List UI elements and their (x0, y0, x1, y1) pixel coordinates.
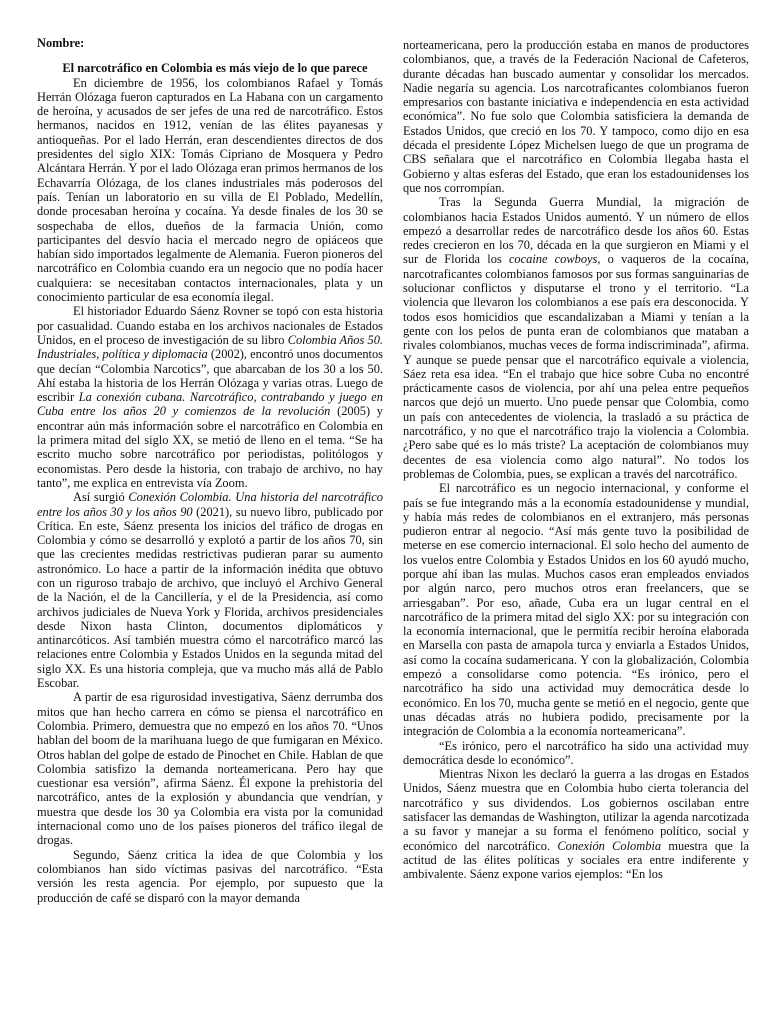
paragraph (403, 481, 749, 738)
right-column-body (403, 38, 749, 882)
text-run: (2021), su nuevo libro, publicado por Crítica. En este, Sáenz presenta los inicios del tráfico de drogas en Colombia y cómo se desarrolló y explotó a partir de los años 70, sin que las crecientes medidas restrictivas pudieran parar su aumento astronómico. Lo hace a partir de la información inédita que obtuvo con un riguroso trabajo de archivo, que incluyó el Archivo General de la Nación, el de la Cancillería, y el de la Presidencia, así como archivos judiciales de Nueva York y Florida, archivos presidenciales desde Nixon hasta Clinton, documentos diplomáticos y antinarcóticos. Así también muestra cómo el narcotráfico marcó las relaciones entre Colombia y Estados Unidos en la segunda mitad del siglo XX. Es una historia compleja, que va mucho más allá de Pablo Escobar. (37, 504, 383, 691)
italic-title-run: cocaine cowboys (508, 252, 598, 267)
text-run: “Es irónico, pero el narcotráfico ha sido una actividad muy democrática desde lo económico”. (403, 738, 749, 767)
paragraph (37, 690, 383, 847)
paragraph (403, 195, 749, 481)
left-column (37, 36, 383, 905)
text-run: , o vaqueros de la cocaína, narcotraficantes colombianos famosos por sus formas sanguinarias de solucionar conflictos y disputarse el trono y el territorio. “La violencia que llevaron los colombianos a ese país era desconocida. Y todos esos homicidios que escandalizaban a Miami y tenían a la gente con los pelos de punta eran de colombianos que mataban a rivales colombianos, muchas veces de forma indiscriminada”, afirma. Y aunque se puede pensar que el narcotráfico equivale a violencia, Sáez reta esa idea. “En el trabajo que hice sobre Cuba no encontré prácticamente casos de violencia, por ahí una pelea entre pequeños narcos que dejó un muerto. Uno puede pensar que Colombia, como un país con antecedentes de violencia, la trasladó a su práctica de narcotráfico, y no que el narcotráfico trajo la violencia a Colombia. ¿Pero sabe qué es lo más triste? La aceptación de colombianos muy decentes de esa violencia como algo natural”. No todos los problemas de Colombia, pues, se explican a través del narcotráfico. (403, 252, 750, 481)
paragraph (37, 76, 383, 305)
text-run: muestra que la actitud de las élites políticas y sociales era entre indiferente y ambivalente. Sáenz expone varios ejemplos: “En los (403, 838, 749, 882)
italic-title-run: La conexión cubana. Narcotráfico, contrabando y juego en Cuba entre los años 20 y comienzos de la revolución (37, 390, 383, 419)
paragraph (403, 38, 749, 195)
text-run: (2005) y encontrar aún más información sobre el narcotráfico en Colombia en la primera mitad del siglo XX, se metió de lleno en el tema. “Se ha escrito mucho sobre narcotráfico por periodistas, politólogos y economistas. Pero desde la historia, con trabajo de archivo, no hay tanto”, me explica en entrevista vía Zoom. (37, 404, 383, 490)
paragraph (37, 848, 383, 905)
text-run: Segundo, Sáenz critica la idea de que Colombia y los colombianos han sido víctimas pasivas del narcotráfico. “Esta versión les resta agencia. Por ejemplo, por supuesto que la producción de café se disparó con la mayor demanda (37, 847, 383, 905)
paragraph (37, 490, 383, 690)
italic-title-run: Colombia Años 50. Industriales, política y diplomacia (37, 332, 383, 362)
article-title: El narcotráfico en Colombia es más viejo de lo que parece (62, 61, 368, 76)
paragraph (403, 739, 749, 768)
text-run: Así surgió (73, 490, 129, 505)
text-run: A partir de esa rigurosidad investigativa, Sáenz derrumba dos mitos que han hecho carrera en cómo se piensa el narcotráfico en Colombia. Primero, demuestra que no empezó en los años 70. “Unos hablan del boom de la marihuana luego de que fumigaran en México. Otros hablan del golpe de estado de Pinochet en Chile. Hablan de que Colombia satisfizo la demanda norteamericana. Pero hay que cuestionar esa versión”, afirma Sáenz. Él expone la prehistoria del narcotráfico, antes de la explosión y abundancia que vendrían, y muestra que desde los 30 ya Colombia era vista por la comunidad internacional como uno de los países pioneros del tráfico ilegal de drogas. (37, 690, 383, 848)
text-run: norteamericana, pero la producción estaba en manos de productores colombianos, que, a través de la Federación Nacional de Cafeteros, durante décadas han buscado aumentar y consolidar los mercados. Nadie negaría su agencia. Los narcotraficantes colombianos fueron empresarios con bastante iniciativa e independencia en esta actividad económica”. No fue solo que Colombia satisficiera la demanda de Estados Unidos, que creció en los 70. Y tampoco, como dijo en esa década el presidente López Michelsen luego de que un programa de CBS señalara que el narcotráfico en Colombia llegaba hasta el Gobierno y altas esferas del Estado, que eran los estadounidenses los que nos corrompían. (403, 38, 749, 195)
right-column (403, 38, 749, 882)
name-label: Nombre: (37, 36, 85, 50)
text-run: Mientras Nixon les declaró la guerra a las drogas en Estados Unidos, Sáenz muestra que en Colombia hubo cierta tolerancia del narcotráfico y sus dividendos. Los gobiernos oscilaban entre satisfacer las demandas de Washington, utilizar la agenda narcotizada a su favor y manejar a su forma el fenómeno político, social y económico del narcotráfico. (403, 767, 749, 853)
text-run: El historiador Eduardo Sáenz Rovner se topó con esta historia por casualidad. Cuando estaba en los archivos nacionales de Estados Unidos, en el proceso de investigación de su libro (37, 304, 383, 347)
paragraph (403, 767, 749, 881)
italic-title-run: Conexión Colombia (557, 838, 662, 853)
italic-title-run: Conexión Colombia. Una historia del narcotráfico entre los años 30 y los años 90 (37, 490, 383, 519)
text-run: En diciembre de 1956, los colombianos Rafael y Tomás Herrán Olózaga fueron capturados en La Habana con un cargamento de heroína, y acusados de ser jefes de una red de narcotráfico. Estos hermanos, nacidos en 1912, venían de las élites payanesas y antioqueñas. Por el lado Herrán, eran descendientes directos de dos presidentes del siglo XIX: Tomás Cipriano de Mosquera y Pedro Alcántara Herrán. Y por el lado Olózaga eran primos hermanos de los Echavarría Olózaga, de los clanes industriales más poderosos del país. Tenían un laboratorio en su villa de El Poblado, Medellín, donde procesaban heroína y cocaína. Ya desde finales de los 30 se sospechaba de ellos, dueños de la farmacia Unión, como participantes del desvío hacia el mercado negro de opiáceos que habían sido importados legalmente de Alemania. Fueron pioneros del narcotráfico en Colombia cuando era un negocio que no podía hacer cualquiera: se necesitaban contactos internacionales, plata y un conocimiento particular de esa economía ilegal. (37, 75, 383, 305)
text-run: El narcotráfico es un negocio internacional, y conforme el país se fue integrando más a la economía estadounidense y mundial, y había más redes de colombianos en el extranjero, más personas pudieron entrar al negocio. “Así más gente tuvo la posibilidad de meterse en ese comercio internacional. El solo hecho del aumento de los vuelos entre Colombia y Estados Unidos en los 60 ayudó mucho, porque ahí iban las mulas. Muchos casos eran empleados enviados por algún narco, pero muchos otros eran freelancers, que se arriesgaban”. Por eso, añade, Cuba era un lugar central en el narcotráfico de la primera mitad del siglo XX: por su integración con la economía internacional, que le permitía recibir heroína elaborada en Marsella con pasta de amapola turca y enviarla a Estados Unidos, así como la cocaína sudamericana. Y con la globalización, Colombia empezó a consolidarse como potencia. “Es irónico, pero el narcotráfico ha sido una actividad muy democrática desde lo económico. En los 70, mucha gente se metió en el negocio, gente que unas décadas atrás no hubiera podido, precisamente por la integración de Colombia a la economía norteamericana”. (403, 481, 749, 739)
paragraph (37, 304, 383, 490)
left-column-body (37, 76, 383, 905)
text-run: Tras la Segunda Guerra Mundial, la migración de colombianos hacia Estados Unidos aumentó. Y un número de ellos empezó a desarrollar redes de narcotráfico desde los años 60. Estas redes crecieron en los 70, década en la que surgieron en Miami y el sur de Florida los (403, 195, 749, 267)
text-run: (2002), encontró unos documentos que decían “Colombia Narcotics”, que abarcaban de los 30 a los 50. Ahí estaba la historia de los Herrán Olózaga y varias otras. Luego de escribir (37, 347, 383, 405)
